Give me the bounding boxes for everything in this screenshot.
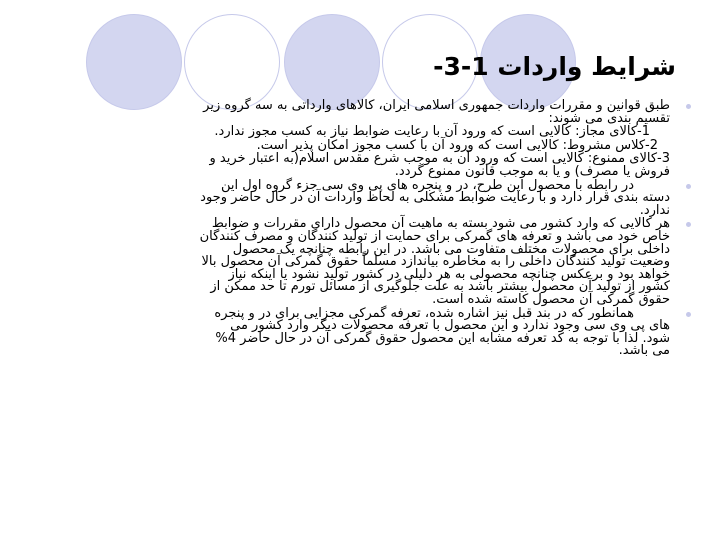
- decorative-circle-2: [184, 14, 280, 110]
- decorative-circle-1: [86, 14, 182, 110]
- text-line: طبق قوانین و مقررات واردات جمهوری اسلامی ایران، کالاهای وارداتی به سه گروه زیر: [203, 98, 670, 113]
- decorative-circle-3: [284, 14, 380, 110]
- text-line: 1-کالای مجاز: کالایی است که ورود آن با رعایت ضوابط نیاز به کسب مجوز ندارد.: [214, 124, 650, 140]
- text-line: حقوق گمرکی آن محصول کاسته شده است.: [432, 291, 670, 307]
- text-line: وضعیت تولید کنندگان داخلی را به مخاطره بیاندازد مسلماً حقوق گمرکی آن محصول بالا: [201, 254, 670, 270]
- text-line: خواهد بود و برعکس چنانچه محصولی به هر دلیلی در کشور تولید نشود یا اینکه نیاز: [228, 266, 670, 282]
- text-line: تقسیم بندی می شوند:: [548, 110, 670, 126]
- text-line: شود. لذا با توجه به کد تعرفه مشابه این محصول حقوق گمرکی آن در حال حاضر 4%: [215, 330, 670, 346]
- text-line: 3-کالای ممنوع: کالایی است که ورود آن به موجب شرع مقدس اسلام(به اعتبار خرید و: [209, 151, 670, 167]
- text-line: در رابطه با محصول این طرح، در و پنجره های پی وی سی جزء گروه اول این: [220, 177, 634, 193]
- text-line: کشور از تولید آن محصول بیشتر باشد به علت جلوگیری از مسائل تورم تا حد ممکن از: [210, 279, 670, 295]
- bullet-icon: [686, 312, 691, 317]
- text-line: های پی وی سی وجود ندارد و این محصول با تعرفه محصولات دیگر وارد کشور می: [230, 318, 670, 334]
- paragraph-intro: [38, 100, 670, 125]
- text-line: فروش یا مصرف) و یا به موجب قانون ممنوع گردد.: [394, 163, 670, 179]
- bullet-icon: [686, 104, 691, 109]
- text-line: دسته بندی قرار دارد و با رعایت ضوابط مشکلی به لحاظ واردات آن در حال حاضر وجود: [200, 190, 670, 206]
- slide-title: شرایط واردات 1-3-: [433, 52, 676, 81]
- bullet-icon: [686, 222, 691, 227]
- text-line: همانطور که در بند قبل نیز اشاره شده، تعرفه گمرکی مجزایی برای در و پنجره: [214, 305, 634, 321]
- paragraph-category-3: [38, 153, 670, 178]
- text-line: می باشد.: [618, 343, 670, 359]
- bullet-icon: [686, 184, 691, 189]
- text-line: ندارد.: [639, 202, 670, 218]
- paragraph-customs-rules: [38, 218, 670, 306]
- text-line: داخلی برای محصولات مختلف متفاوت می باشد. در این رابطه چنانچه یک محصول: [232, 241, 670, 257]
- text-line: 2-کلاس مشروط: کالایی است که ورود آن با کسب مجوز امکان پذیر است.: [256, 137, 658, 153]
- paragraph-category-1: [38, 126, 670, 139]
- paragraph-tariff: [38, 305, 670, 359]
- slide-content: [38, 100, 670, 359]
- text-line: خاص خود می باشد و تعرفه های گمرکی برای حمایت از تولید کنندگان و مصرف کنندگان: [199, 228, 670, 244]
- text-line: هر کالایی که وارد کشور می شود بسته به ماهیت آن محصول دارای مقررات و ضوابط: [211, 216, 670, 232]
- paragraph-product-group: [38, 177, 670, 218]
